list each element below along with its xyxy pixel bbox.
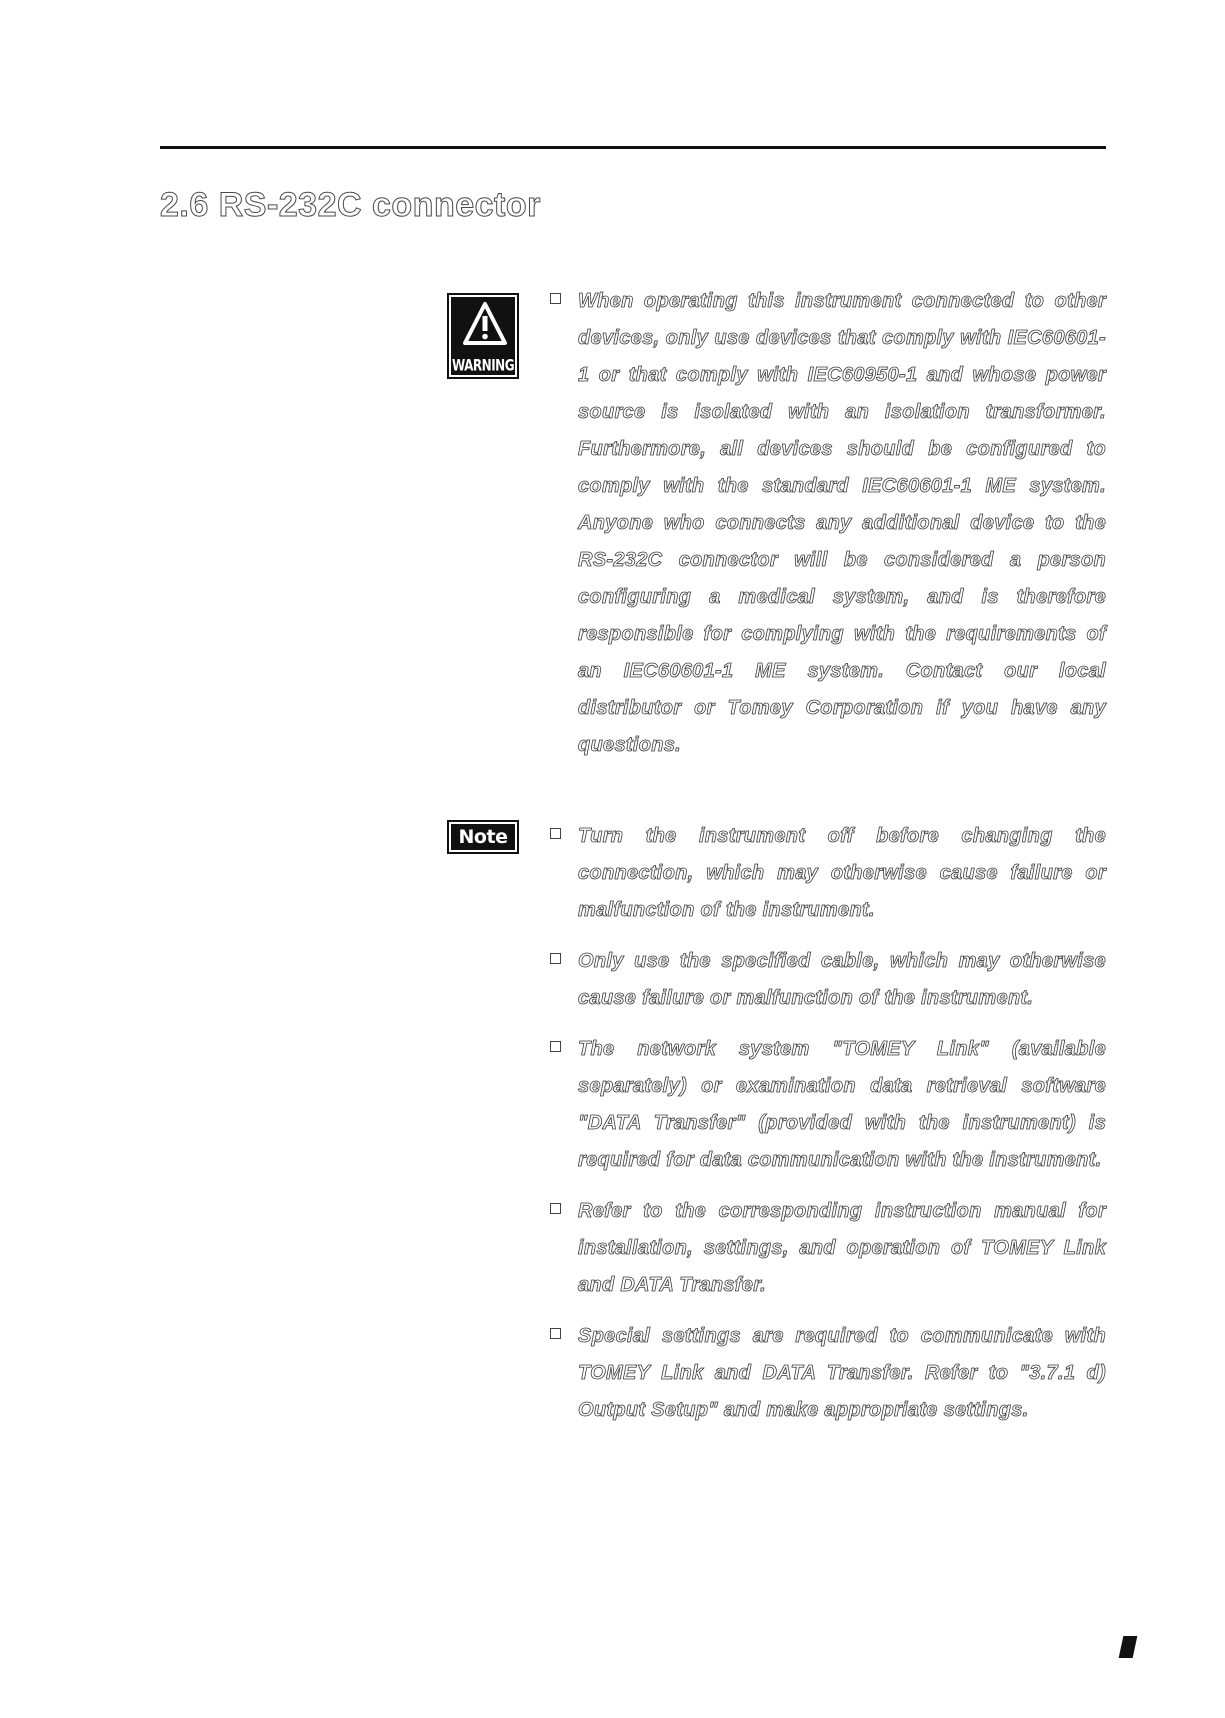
warning-text: When operating this instrument connected to other devices, only use devices that comply with IEC60601-1 or that comply with IEC60950-1 and whose power source is isolated with an isolation transformer. Furthermore, all devices should be configured to comply with the standard IEC60601-1 ME system. Anyone who connects any additional device to the RS-232C connector will be considered a person configuring a medical system, and is therefore responsible for complying with the requirements of an IEC60601-1 ME system. Contact our local distributor or Tomey Corporation if you have any questions. — [578, 290, 1106, 756]
list-item — [548, 943, 1106, 1017]
page-title: 2.6 RS-232C connector — [160, 186, 541, 224]
warning-icon-label: WARNING — [451, 355, 515, 375]
list-item — [548, 1031, 1106, 1179]
note-text: The network system "TOMEY Link" (available separately) or examination data retrieval software "DATA Transfer" (provided with the instrument) is required for data communication with the instrument. — [578, 1038, 1106, 1171]
note-text: Turn the instrument off before changing the connection, which may otherwise cause failure or malfunction of the instrument. — [578, 825, 1106, 921]
checkbox-bullet-icon — [550, 293, 561, 304]
list-item — [548, 1318, 1106, 1429]
note-icon — [447, 820, 519, 854]
header-rule — [160, 146, 1106, 149]
warning-triangle-icon — [462, 301, 508, 347]
note-text: Special settings are required to communicate with TOMEY Link and DATA Transfer. Refer to "3.7.1 d) Output Setup" and make appropriate settings. — [578, 1325, 1106, 1421]
page-corner-mark — [1119, 1636, 1138, 1658]
note-list — [548, 818, 1106, 1443]
list-item — [548, 283, 1106, 764]
note-text: Refer to the corresponding instruction manual for installation, settings, and operation of TOMEY Link and DATA Transfer. — [578, 1200, 1106, 1296]
checkbox-bullet-icon — [550, 828, 561, 839]
note-text: Only use the specified cable, which may otherwise cause failure or malfunction of the instrument. — [578, 950, 1106, 1009]
list-item — [548, 1193, 1106, 1304]
checkbox-bullet-icon — [550, 1328, 561, 1339]
warning-icon — [447, 293, 519, 379]
warning-list — [548, 283, 1106, 778]
checkbox-bullet-icon — [550, 1041, 561, 1052]
list-item — [548, 818, 1106, 929]
note-icon-label: Note — [451, 824, 515, 850]
checkbox-bullet-icon — [550, 953, 561, 964]
checkbox-bullet-icon — [550, 1203, 561, 1214]
